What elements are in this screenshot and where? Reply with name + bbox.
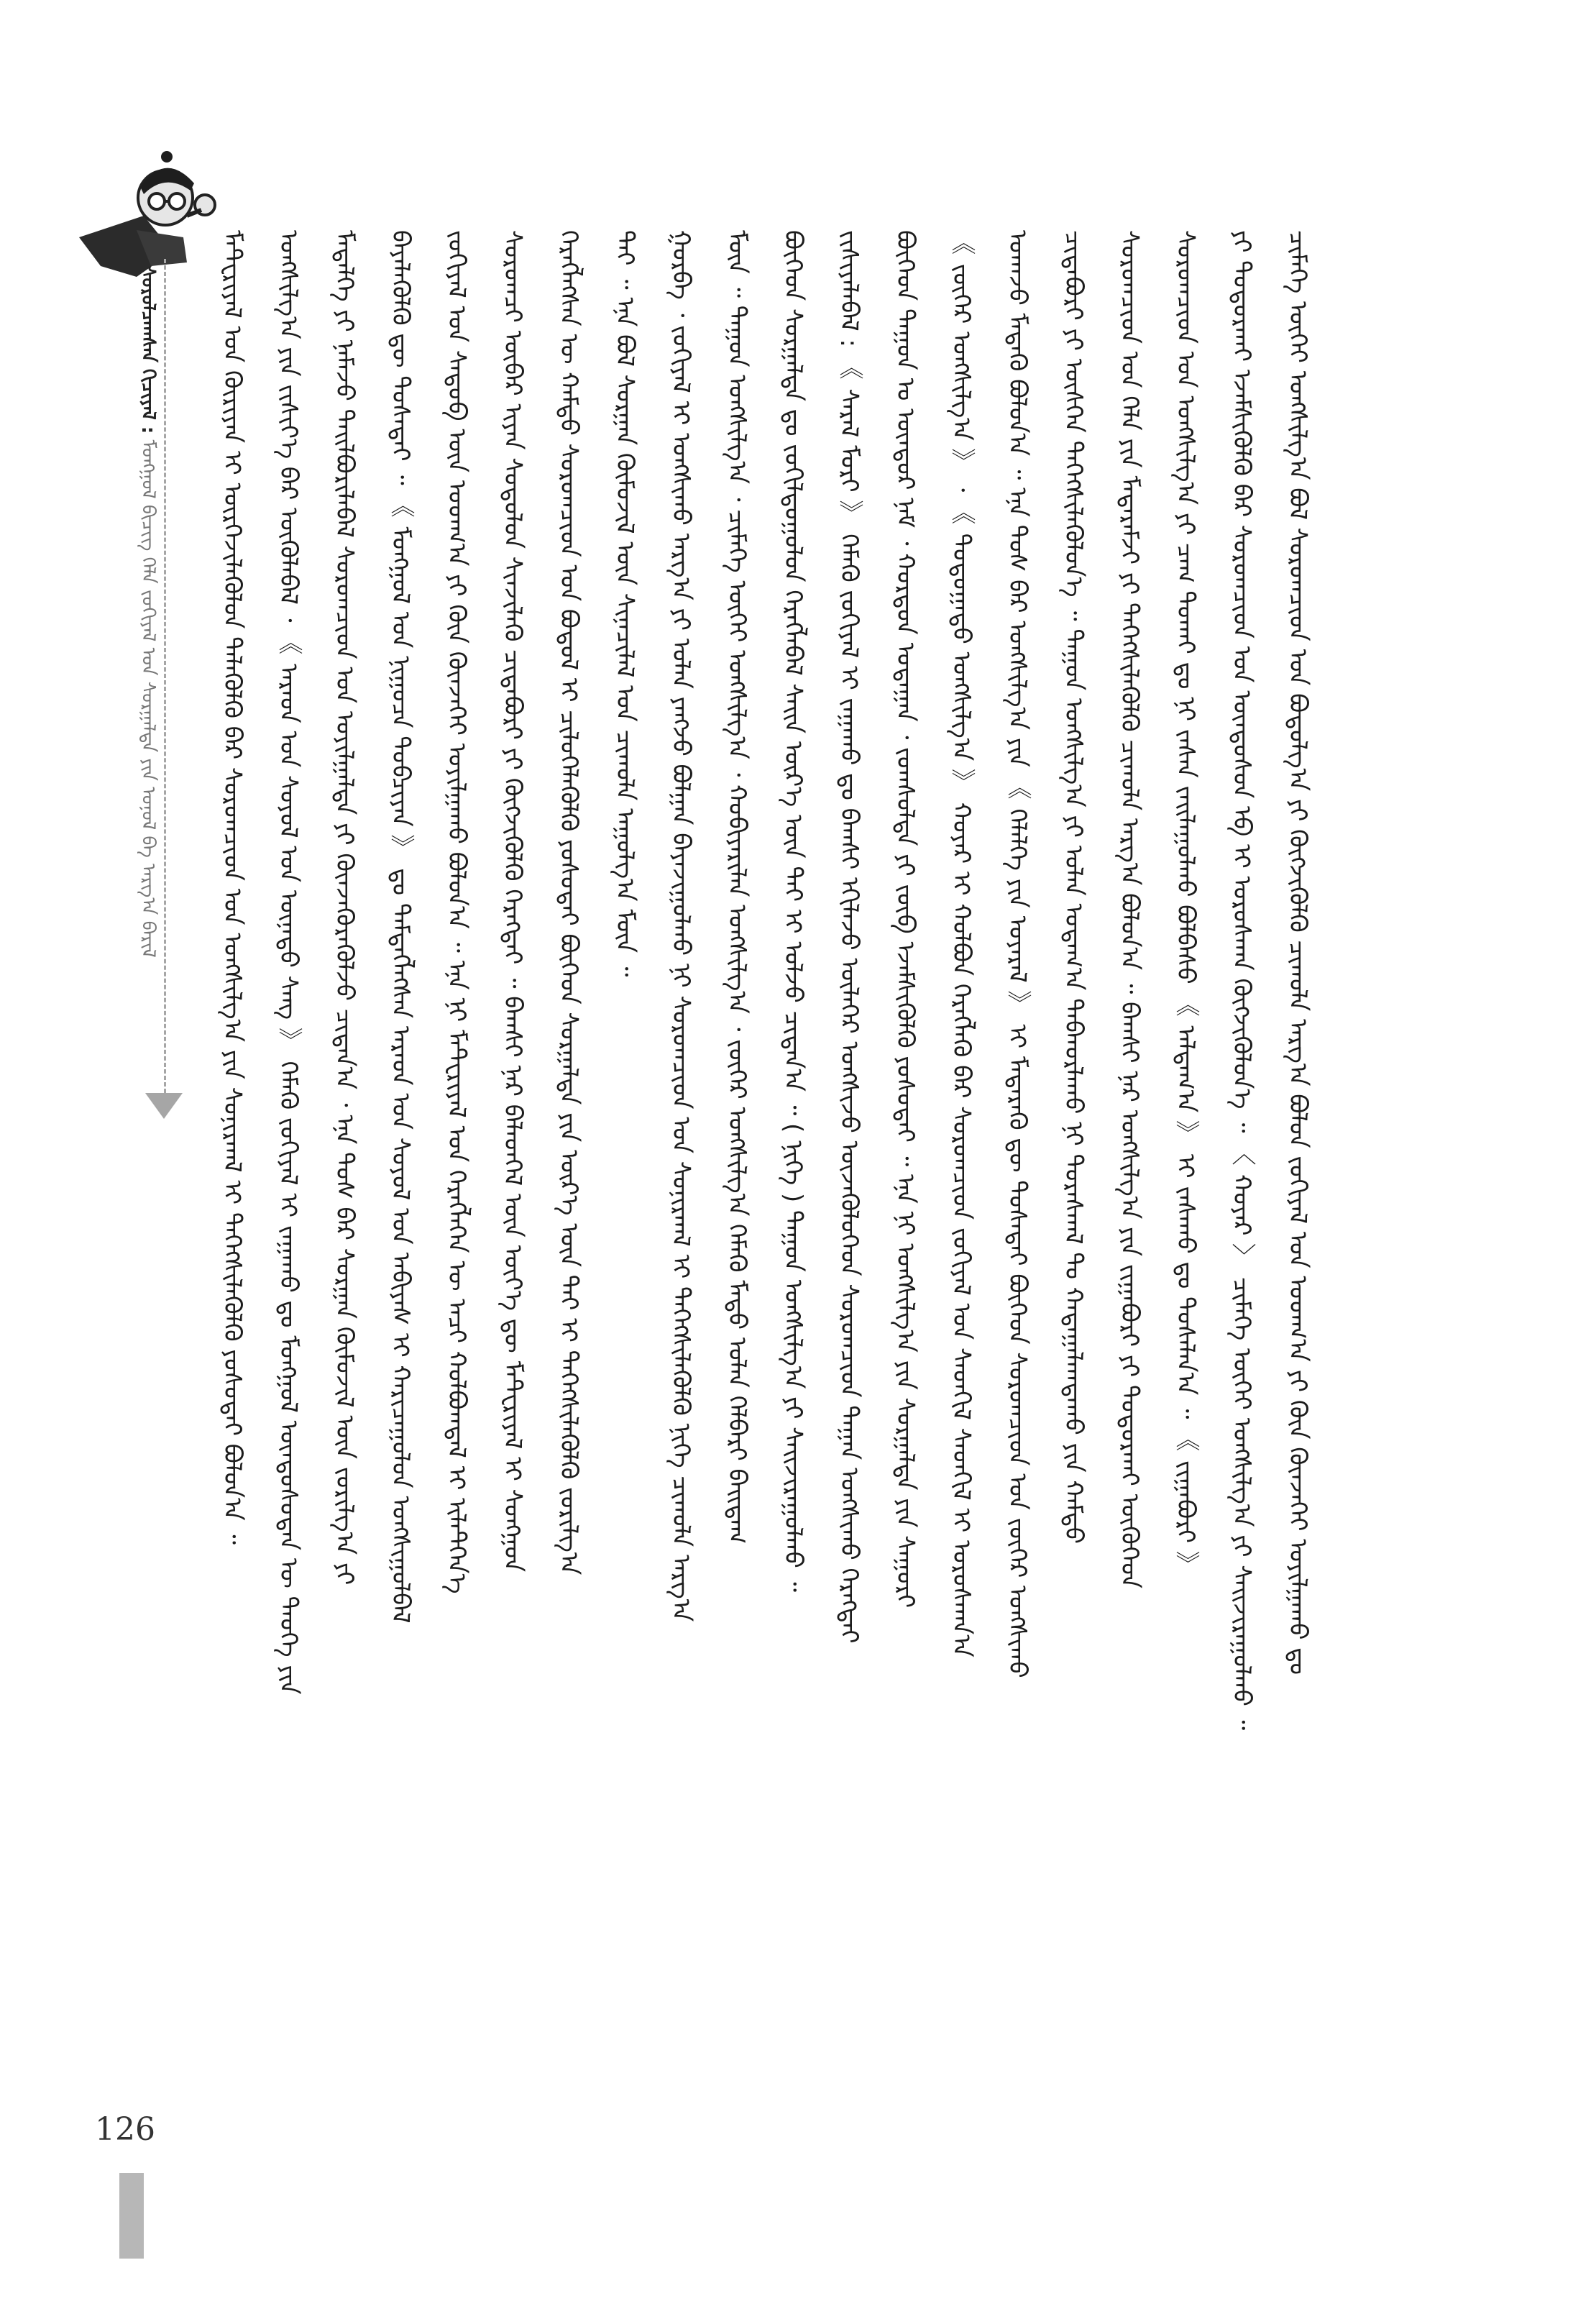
text-column: ᠴᠢᠳᠠᠪᠤᠷᠢ ᠶᠢ ᠥᠰᠬᠡᠨ ᠳᠡᠭᠡᠭᠰᠢᠯᠡᠭᠦᠯᠦᠨ᠎ᠡ ᠃ ᠳᠠᠭᠤᠨ ᠤᠩᠰᠢᠯᠭ᠎ᠠ ᠶᠢ ᠣᠯᠠᠨ ᠤᠳᠠᠭ᠎ᠠ ᠳᠠᠪᠬᠤᠷᠯᠠᠬᠤ ᠨᠢ ᠳᠤᠷᠠᠰᠬᠠᠯ ᠲᠤ ᠬᠠᠳᠠᠭᠠᠯᠠᠭᠳᠠᠬᠤ ᠶᠢᠨ ᠬᠠᠮᠲᠤ [1059,230,1088,1545]
text-column: ᠵᠣᠬᠢᠶᠠᠯ ᠤᠨ ᠰᠡᠳᠦᠪ ᠦᠨ ᠤᠳᠬ᠎ᠠ ᠶᠢ ᠭᠦᠨ ᠭᠦᠨᠵᠡᠭᠡᠢ ᠣᠶᠢᠯᠭᠠᠬᠤ ᠪᠣᠯᠤᠨ᠎ᠠ ᠃ ᠡᠨᠡ ᠨᠢ ᠮᠠᠲᠧᠷᠢᠶᠠᠯ ᠤᠨ ᠬᠡᠷᠡᠭᠯᠡᠭᠡᠨ ᠦ ᠠᠴᠢ ᠬᠣᠯᠪᠣᠭᠳᠠᠯ ᠢ ᠢᠯᠡᠲᠭᠡᠨ᠎ᠡ [442,230,471,1594]
text-column: ᠮᠠᠲᠧᠷᠢᠶᠠᠯ ᠤᠨ ᠬᠦᠷᠢᠶᠡᠨ ᠢ ᠦᠷᠭᠡᠵᠢᠯᠡᠭᠦᠯᠦᠨ ᠲᠡᠯᠡᠭᠦᠯᠬᠦ ᠪᠡᠷ ᠰᠤᠷᠤᠭᠴᠢᠳ ᠤᠨ ᠤᠩᠰᠢᠯᠭ᠎ᠠ ᠶᠢᠨ ᠰᠣᠨᠢᠷᠬᠠᠯ ᠢ ᠳᠡᠭᠡᠭᠰᠢᠯᠡᠭᠦᠯᠬᠦ ᠶᠣᠰᠣᠲᠠᠢ ᠪᠣᠯᠤᠨ᠎ᠠ ᠃ [218,230,247,1545]
text-column: ᠪᠡᠶᠡᠯᠡᠭᠦᠯᠬᠦ ᠳᠦ ᠲᠤᠰᠠᠲᠠᠢ ᠃ 《 ᠮᠣᠩᠭᠣᠯ ᠤᠨ ᠨᠢᠭᠤᠴᠠ ᠲᠣᠪᠴᠢᠶᠠᠨ 》 ᠳᠤ ᠲᠡᠮᠳᠡᠭᠯᠡᠭᠰᠡᠨ ᠠᠷᠠᠳ ᠤᠨ ᠰᠣᠶᠣᠯ ᠤᠨ ᠠᠪᠢᠶᠠᠰ ᠢ ᠬᠠᠷᠢᠴᠠᠭᠤᠯᠤᠨ ᠤᠩᠰᠢᠭᠤᠯᠪᠠᠯ [386,230,415,1624]
text-column: ᠶᠢ ᠲᠣᠳᠤᠷᠬᠠᠢ ᠡᠵᠡᠮᠰᠢᠭᠦᠯᠬᠦ ᠪᠠᠷ ᠰᠤᠷᠤᠭᠴᠢᠳ ᠤᠨ ᠦᠨᠳᠦᠰᠦᠨ ᠡᠪ ᠢ ᠤᠷᠤᠰᠬᠠᠨ ᠬᠥᠭᠵᠢᠭᠦᠯᠦᠨ᠎ᠡ ᠃ 〈 ᠬᠣᠶᠠᠷ 〉 ᠴᠢᠮᠡᠭᠡ ᠦᠭᠡᠢ ᠤᠩᠰᠢᠯᠭ᠎ᠠ ᠶᠢ ᠰᠠᠢᠵᠢᠷᠠᠭᠤᠯᠬᠤ ᠃ [1227,230,1256,1731]
chapter-title: ᠮᠣᠩᠭᠣᠯ ᠪᠢᠴᠢᠭ ᠬᠡᠯᠡ ᠵᠣᠬᠢᠶᠠᠯ ᠤᠨ ᠰᠤᠷᠭᠠᠯᠲᠠ ᠶᠢᠨ ᠣᠨᠣᠯ ᠪᠠ ᠠᠷᠭ᠎ᠠ ᠪᠠᠷᠢᠯ [137,439,159,958]
text-column: ᠭᠤᠷᠪᠠ ᠂ ᠵᠣᠬᠢᠶᠠᠯ ᠢ ᠤᠩᠰᠢᠬᠤ ᠠᠷᠭ᠎ᠠ ᠶᠢ ᠣᠯᠠᠨ ᠶᠠᠩᠵᠤ ᠪᠣᠯᠭᠠᠨ ᠪᠠᠶᠠᠵᠢᠭᠤᠯᠬᠤ ᠨᠢ ᠰᠤᠷᠤᠭᠴᠢᠳ ᠤᠨ ᠰᠣᠨᠢᠷᠬᠠᠯ ᠢ ᠳᠡᠭᠡᠭᠰᠢᠯᠡᠭᠦᠯᠬᠦ ᠨᠢᠭᠡ ᠴᠢᠬᠤᠯᠠ ᠠᠷᠭ᠎ᠠ [666,230,695,1622]
text-column: ᠪᠥᠭᠡᠳ ᠳᠠᠭᠤᠨ ᠤ ᠥᠨᠳᠦᠷ ᠨᠠᠮ ᠂ ᠬᠤᠷᠳᠤᠨ ᠤᠳᠠᠭᠠᠨ ᠂ ᠵᠣᠭᠰᠣᠯᠲᠠ ᠶᠢ ᠵᠥᠪ ᠡᠵᠡᠮᠰᠢᠭᠦᠯᠬᠦ ᠶᠣᠰᠣᠲᠠᠢ ᠃ ᠡᠨᠡ ᠨᠢ ᠤᠩᠰᠢᠯᠭ᠎ᠠ ᠶᠢᠨ ᠰᠤᠷᠭᠠᠯᠲᠠ ᠶᠢᠨ ᠰᠠᠭᠤᠷᠢ [891,230,919,1609]
page-number: 126 [95,2111,155,2148]
text-column: ᠬᠡᠷᠡᠭᠯᠡᠭᠰᠡᠨ ᠦ ᠬᠠᠮᠲᠤ ᠰᠤᠷᠤᠭᠴᠢᠳ ᠤᠨ ᠪᠣᠳᠣᠯ ᠢ ᠴᠢᠯᠦᠭᠡᠯᠡᠭᠦᠯᠬᠦ ᠶᠣᠰᠣᠲᠠᠢ ᠪᠥᠭᠡᠳ ᠰᠤᠷᠭᠠᠯᠲᠠ ᠶᠢᠨ ᠦᠷ᠎ᠡ ᠦᠨ ᠲᠡᠶ ᠢ ᠳᠡᠭᠡᠭᠰᠢᠯᠡᠭᠦᠯᠬᠦ ᠵᠣᠷᠢᠯᠭ᠎ᠠ [554,230,583,1575]
mascot-illustration [58,129,230,288]
text-column: ᠰᠤᠷᠤᠭᠴᠢ ᠦᠪᠡᠷ ᠢᠶᠡᠨ ᠰᠤᠳᠤᠯᠤᠨ ᠰᠢᠨᠵᠢᠯᠡᠬᠦ ᠴᠢᠳᠠᠪᠤᠷᠢ ᠶᠢ ᠬᠥᠭᠵᠢᠭᠦᠯᠬᠦ ᠬᠡᠷᠡᠭᠲᠡᠢ ᠃ ᠪᠠᠭᠰᠢ ᠨᠠᠷ ᠪᠡᠯᠡᠳᠬᠡᠯ ᠦᠨ ᠦᠶ᠎ᠡ ᠳᠦ ᠮᠠᠲᠧᠷᠢᠶᠠᠯ ᠢ ᠰᠣᠩᠭᠣᠨ [498,230,527,1573]
text-column: ᠤᠩᠰᠢᠯᠭ᠎ᠠ ᠶᠢᠨ ᠵᠢᠱᠢᠶ᠎ᠡ ᠪᠡᠷ ᠦᠭᠦᠯᠡᠪᠡᠯ ᠂ 《 ᠠᠷᠠᠳ ᠤᠨ ᠰᠣᠶᠣᠯ ᠤᠨ ᠦᠨᠡᠲᠦ ᠰᠠᠩ 》 ᠬᠡᠮᠡᠬᠦ ᠵᠣᠬᠢᠶᠠᠯ ᠢ ᠵᠠᠭᠠᠬᠤ ᠳᠤ ᠮᠣᠩᠭᠣᠯ ᠦᠨᠳᠦᠰᠦᠲᠡᠨ ᠦ ᠲᠡᠦᠬᠡ ᠶᠢᠨ [274,230,303,1695]
text-column [1337,230,1370,2301]
text-column: ᠲᠠᠢ ᠃ ᠡᠨᠡ ᠪᠣᠯ ᠰᠤᠷᠭᠠᠨ ᠬᠦᠮᠦᠵᠢᠯ ᠦᠨ ᠰᠢᠨᠡᠴᠢᠯᠡᠯ ᠤᠨ ᠴᠢᠬᠤᠯᠠ ᠠᠭᠤᠯᠭ᠎ᠠ ᠮᠥᠨ ᠃ [610,230,639,977]
text-column: ᠰᠤᠷᠤᠭᠴᠢᠳ ᠤᠨ ᠬᠡᠯᠡ ᠶᠢᠨ ᠮᠡᠳᠡᠷᠡᠮᠵᠢ ᠶᠢ ᠳᠡᠭᠡᠭᠰᠢᠯᠡᠭᠦᠯᠬᠦ ᠴᠢᠬᠤᠯᠠ ᠠᠷᠭ᠎ᠠ ᠪᠣᠯᠤᠨ᠎ᠠ ᠃ ᠪᠠᠭᠰᠢ ᠨᠠᠷ ᠤᠩᠰᠢᠯᠭ᠎ᠠ ᠶᠢᠨ ᠵᠢᠭᠠᠪᠤᠷᠢ ᠶᠢ ᠲᠣᠳᠤᠷᠬᠠᠢ ᠥᠭᠦᠭᠡᠳ [1115,230,1144,1589]
text-column: ᠵᠢᠱᠢᠶᠡᠯᠡᠪᠡᠯ : 《 ᠰᠠᠷᠠᠯ ᠮᠣᠷᠢ 》 ᠬᠡᠮᠡᠬᠦ ᠵᠣᠬᠢᠶᠠᠯ ᠢ ᠵᠠᠭᠠᠬᠤ ᠳᠤ ᠪᠠᠭᠰᠢ ᠡᠬᠢᠯᠡᠵᠦ ᠦᠯᠡᠭᠡᠷ ᠤᠩᠰᠢᠵᠤ ᠦᠵᠡᠭᠦᠯᠦᠭᠡᠳ ᠰᠤᠷᠤᠭᠴᠢᠳ ᠳᠠᠭᠠᠨ ᠤᠩᠰᠢᠬᠤ ᠬᠡᠷᠡᠭᠲᠡᠢ [835,230,863,1644]
text-column: 《 ᠵᠦᠭᠡᠷ ᠤᠩᠰᠢᠯᠭ᠎ᠠ 》 ᠂ 《 ᠳᠣᠲᠣᠭᠠᠳᠤ ᠤᠩᠰᠢᠯᠭ᠎ᠠ 》 ᠬᠣᠶᠠᠷ ᠢ ᠬᠣᠯᠪᠣᠨ ᠬᠡᠷᠡᠭᠯᠡᠬᠦ ᠪᠠᠷ ᠰᠤᠷᠤᠭᠴᠢᠳ ᠵᠣᠬᠢᠶᠠᠯ ᠤᠨ ᠰᠡᠳᠬᠢᠯ ᠰᠡᠳᠬᠢᠯ ᠢ ᠤᠷᠤᠰᠬᠠᠨ᠎ᠠ [947,230,976,1657]
text-column: ᠮᠥᠨ ᠃ ᠳᠠᠭᠤᠨ ᠤᠩᠰᠢᠯᠭ᠎ᠠ ᠂ ᠴᠢᠮᠡᠭᠡ ᠦᠭᠡᠢ ᠤᠩᠰᠢᠯᠭ᠎ᠠ ᠂ ᠬᠤᠪᠢᠶᠠᠷᠢᠯᠠᠨ ᠤᠩᠰᠢᠯᠭ᠎ᠠ ᠂ ᠵᠦᠭᠡᠷ ᠤᠩᠰᠢᠯᠭ᠎ᠠ ᠬᠡᠮᠡᠬᠦ ᠮᠡᠲᠦ ᠣᠯᠠᠨ ᠬᠡᠯᠪᠡᠷᠢ ᠪᠠᠢᠳᠠᠭ [723,230,751,1545]
page-edge-bar [119,2173,144,2259]
series-label: ᠰᠤᠷᠤᠯᠴᠠᠭᠰᠠᠨ ᠬᠢᠴᠢᠶᠡᠯ : [137,266,159,434]
header-dashed-line [164,259,166,1093]
text-column: ᠤᠬᠠᠵᠤ ᠮᠡᠳᠡᠬᠦ ᠪᠣᠯᠤᠨ᠎ᠠ ᠃ ᠡᠨᠡ ᠲᠤᠰ ᠪᠡᠷ ᠤᠩᠰᠢᠯᠭ᠎ᠠ ᠶᠢᠨ 《 ᠬᠡᠯᠡᠯᠭᠡ ᠶᠢᠨ ᠤᠶᠠᠷᠠᠯ 》 ᠢ ᠮᠡᠳᠡᠷᠡᠬᠦ ᠳᠦ ᠲᠤᠰᠠᠲᠠᠢ ᠪᠥᠭᠡᠳ ᠰᠤᠷᠤᠭᠴᠢᠳ ᠤᠨ ᠵᠦᠭᠡᠷ ᠤᠩᠰᠢᠬᠤ [1003,230,1032,1678]
triangle-down-icon [145,1093,183,1119]
text-column: ᠰᠤᠷᠤᠭᠴᠢᠳ ᠤᠨ ᠤᠩᠰᠢᠯᠭ᠎ᠠ ᠶᠢ ᠴᠠᠭ ᠲᠤᠬᠠᠢ ᠳᠤ ᠨᠢ ᠵᠠᠰᠠᠨ ᠵᠠᠢᠯᠠᠭᠤᠯᠬᠤ ᠪᠣᠯᠪᠠᠰᠤ 《 ᠠᠯᠳᠠᠭ᠎ᠠ 》 ᠢ ᠵᠠᠰᠠᠬᠤ ᠳᠤ ᠲᠤᠰᠠᠯᠠᠨ᠎ᠠ ᠃ 《 ᠵᠢᠭᠠᠪᠤᠷᠢ 》 [1171,230,1200,1576]
text-column: ᠴᠢᠮᠡᠭᠡ ᠦᠭᠡᠢ ᠤᠩᠰᠢᠯᠭ᠎ᠠ ᠪᠣᠯ ᠰᠤᠷᠤᠭᠴᠢᠳ ᠤᠨ ᠪᠣᠳᠣᠯᠭ᠎ᠠ ᠶᠢ ᠬᠥᠭᠵᠢᠭᠦᠯᠬᠦ ᠴᠢᠬᠤᠯᠠ ᠠᠷᠭ᠎ᠠ ᠪᠣᠯᠤᠨ ᠵᠣᠬᠢᠶᠠᠯ ᠤᠨ ᠤᠳᠬ᠎ᠠ ᠶᠢ ᠭᠦᠨ ᠭᠦᠨᠵᠡᠭᠡᠢ ᠣᠶᠢᠯᠭᠠᠬᠤ ᠳᠤ [1283,230,1312,1675]
running-header [134,266,162,1093]
text-column: ᠪᠥᠭᠡᠳ ᠰᠤᠷᠭᠠᠯᠲᠠ ᠳᠤ ᠵᠣᠬᠢᠯᠳᠤᠭᠤᠯᠤᠨ ᠬᠡᠷᠡᠭᠯᠡᠪᠡᠯ ᠰᠠᠢᠨ ᠦᠷ᠎ᠡ ᠦᠨ ᠲᠡᠶ ᠢ ᠣᠯᠵᠤ ᠴᠢᠳᠠᠨ᠎ᠠ ᠃ ( ᠨᠢᠭᠡ ) ᠳᠠᠭᠤᠨ ᠤᠩᠰᠢᠯᠭ᠎ᠠ ᠶᠢ ᠰᠠᠢᠵᠢᠷᠠᠭᠤᠯᠬᠤ ᠃ [779,230,807,1593]
text-column: ᠮᠡᠳᠡᠯᠭᠡ ᠶᠢ ᠨᠡᠮᠡᠵᠦ ᠲᠠᠢᠯᠪᠤᠷᠢᠯᠠᠪᠠᠯ ᠰᠤᠷᠤᠭᠴᠢᠳ ᠤᠨ ᠣᠶᠢᠯᠭᠠᠯᠲᠠ ᠶᠢ ᠭᠦᠨᠵᠡᠭᠦᠷᠡᠭᠦᠯᠵᠦ ᠴᠢᠳᠠᠨ᠎ᠠ ᠂ ᠡᠨᠡ ᠲᠤᠰ ᠪᠡᠷ ᠰᠤᠷᠭᠠᠨ ᠬᠦᠮᠦᠵᠢᠯ ᠦᠨ ᠵᠣᠷᠢᠯᠭ᠎ᠠ ᠶᠢ [330,230,359,1586]
